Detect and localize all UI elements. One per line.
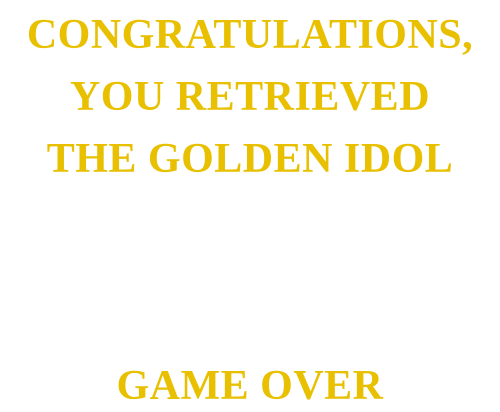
victory-message-line-2: YOU RETRIEVED bbox=[69, 74, 431, 120]
victory-message-line-3: THE GOLDEN IDOL bbox=[46, 136, 454, 182]
victory-message-line-1: CONGRATULATIONS, bbox=[26, 12, 474, 58]
victory-message bbox=[0, 4, 500, 190]
game-over-label: GAME OVER bbox=[116, 363, 384, 409]
